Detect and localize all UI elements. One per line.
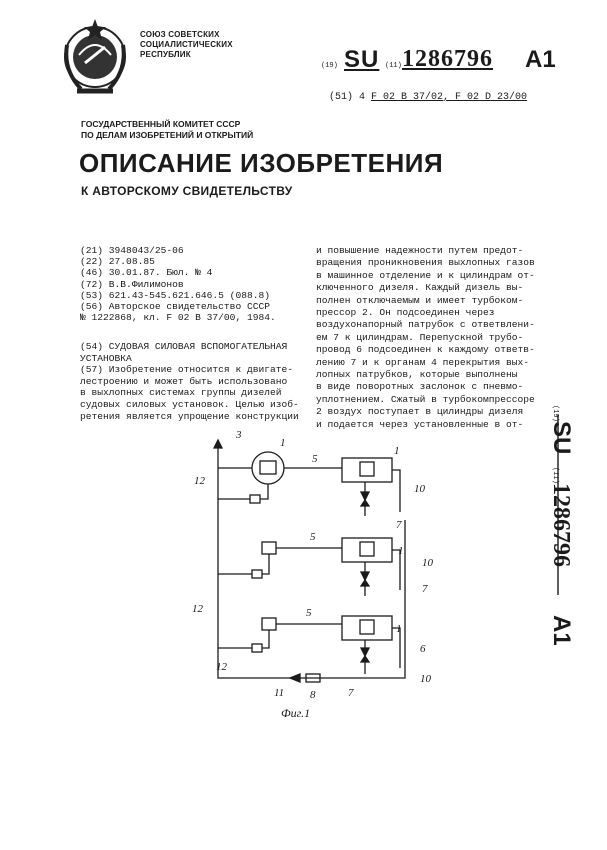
label-12-row1: 12 [194, 475, 205, 487]
bibliographic-data [80, 245, 276, 323]
label-5-row3: 5 [306, 607, 312, 619]
label-7-row3: 7 [348, 687, 354, 699]
label-10-row2: 10 [422, 557, 433, 569]
label-1-row2: 1 [398, 545, 404, 557]
label-10-row1: 10 [414, 483, 425, 495]
code-19: (19) [321, 62, 338, 70]
ipc-classes: F 02 B 37/02, F 02 D 23/00 [371, 92, 528, 103]
abstract-right-column: и повышение надежности путем предот- вращения проникновения выхлопных газов в машинное отделение и к цилиндрам от- ключенного дизеля. Каждый дизель вы- полнен отключаемым и имеет турбоком- прессор 2. Он подсоединен через воздухонапорный патрубок с ответвлени- ем 7 к цилиндрам. Перепускной трубо- провод 6 подсоединен к каждому ответв- лению 7 и к органам 4 перекрытия вых- лопных патрубков, которые выполнены в виде поворотных заслонок с пневмо- уплотнением. Сжатый в турбокомпрессоре 2 воздух поступает в цилиндры дизеля и подается через установленные в от- [316, 245, 535, 430]
side-patent-stamp [540, 405, 580, 675]
engine-row-2 [342, 538, 400, 596]
biblio-line: (56) Авторское свидетельство СССР [80, 301, 270, 313]
figure-caption: Фиг.1 [281, 706, 311, 720]
biblio-line: (72) В.В.Филимонов [80, 278, 184, 290]
ipc-line [329, 92, 527, 103]
code-11: (11) [385, 62, 402, 70]
label-11: 11 [274, 687, 285, 699]
engine-row-3 [342, 616, 400, 674]
country-code: SU [344, 46, 380, 73]
label-12-row3: 12 [216, 661, 227, 673]
label-1-row1: 1 [394, 445, 400, 457]
biblio-line: (53) 621.43-545.621.646.5 (088.8) [80, 289, 270, 301]
abstract-left-column: (54) СУДОВАЯ СИЛОВАЯ ВСПОМОГАТЕЛЬНАЯ УСТАНОВКА (57) Изобретение относится к двигате- лестроению и может быть использовано в выхлопных системах группы дизелей судовых силовых установок. Целью изоб- ретения является упрощение конструкции [80, 341, 299, 422]
side-country-code: SU [548, 421, 575, 455]
label-7-row2: 7 [422, 583, 428, 595]
label-5-top: 5 [312, 453, 318, 465]
biblio-line: (21) 3948043/25-06 [80, 245, 184, 256]
label-10-row3: 10 [420, 673, 431, 685]
committee: ГОСУДАРСТВЕННЫЙ КОМИТЕТ СССР ПО ДЕЛАМ ИЗОБРЕТЕНИЙ И ОТКРЫТИЙ [81, 119, 254, 140]
kind-code: A1 [525, 46, 556, 73]
side-patent-number: 1286796 [548, 483, 574, 567]
label-6: 6 [420, 643, 426, 655]
side-kind-code: A1 [548, 615, 575, 646]
document-title: ОПИСАНИЕ ИЗОБРЕТЕНИЯ [79, 148, 444, 178]
label-3: 3 [236, 429, 242, 441]
label-1-row3: 1 [396, 623, 402, 635]
code-51: (51) 4 [329, 92, 366, 103]
document-subtitle: К АВТОРСКОМУ СВИДЕТЕЛЬСТВУ [81, 184, 293, 198]
organization-name: СОЮЗ СОВЕТСКИХ СОЦИАЛИСТИЧЕСКИХ РЕСПУБЛИК [140, 30, 233, 59]
side-code-19: (19) [551, 405, 559, 422]
label-7-row1: 7 [396, 519, 402, 531]
label-5-row2: 5 [310, 531, 316, 543]
biblio-line: (46) 30.01.87. Бюл. № 4 [80, 267, 213, 279]
label-1-top: 1 [280, 437, 286, 449]
side-code-11: (11) [551, 467, 559, 484]
label-8: 8 [310, 689, 316, 701]
biblio-line: № 1222868, кл. F 02 B 37/00, 1984. [80, 312, 276, 324]
engine-row-1 [342, 458, 400, 516]
patent-number: 1286796 [402, 46, 493, 72]
label-12-row2: 12 [192, 603, 203, 615]
schematic-figure [190, 420, 450, 720]
ussr-emblem [57, 15, 133, 105]
biblio-line: (22) 27.08.85 [80, 256, 155, 268]
